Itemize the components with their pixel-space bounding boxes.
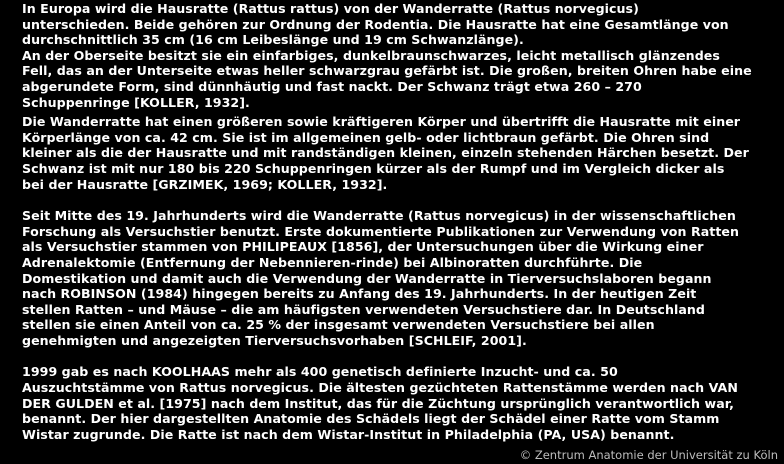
paragraph-hausratte: In Europa wird die Hausratte (Rattus rattus) von der Wanderratte (Rattus norvegicus) unterschieden. Beide gehören zur Ordnung der Rodentia. Die Hausratte hat eine Gesamtlänge von durchschnittlich 35 cm (16 cm Leibeslänge und 19 cm Schwanzlänge). An der Oberseite besitzt sie ein einfarbiges, dunkelbraunschwarzes, leicht metallisch glänzendes Fell, das an der Unterseite etwas heller schwarzgrau gefärbt ist. Die großen, breiten Ohren habe eine abgerundete Form, sind dünnhäutig und fast nackt. Der Schwanz trägt etwa 260 – 270 Schuppenringe [KOLLER, 1932].: [22, 1, 752, 110]
paragraph-spacer: [22, 348, 780, 364]
article-body: [22, 1, 780, 442]
paragraph-versuchstier: Seit Mitte des 19. Jahrhunderts wird die Wanderratte (Rattus norvegicus) in der wissenschaftlichen Forschung als Versuchstier benutzt. Erste dokumentierte Publikationen zur Verwendung von Ratten als Versuchstier stammen von PHILIPEAUX [1856], der Untersuchungen über die Wirkung einer Adrenalektomie (Entfernung der Nebennieren-rinde) bei Albinoratten durchführte. Die Domestikation und damit auch die Verwendung der Wanderratte in Tierversuchslaboren begann nach ROBINSON (1984) hingegen bereits zu Anfang des 19. Jahrhunderts. In der heutigen Zeit stellen Ratten – und Mäuse – die am häufigsten verwendeten Versuchstiere dar. In Deutschland stellen sie einen Anteil von ca. 25 % der insgesamt verwendeten Versuchstiere bei allen genehmigten und angezeigten Tierversuchsvorhaben [SCHLEIF, 2001].: [22, 208, 739, 348]
paragraph-wanderratte: Die Wanderratte hat einen größeren sowie kräftigeren Körper und übertrifft die Hausratte mit einer Körperlänge von ca. 42 cm. Sie ist im allgemeinen gelb- oder lichtbraun gefärbt. Die Ohren sind kleiner als die der Hausratte und mit randständigen kleinen, einzeln stehenden Härchen besetzt. Der Schwanz ist mit nur 180 bis 220 Schuppenringen kürzer als der Rumpf und im Vergleich dicker als bei der Hausratte [GRZIMEK, 1969; KOLLER, 1932].: [22, 114, 749, 192]
paragraph-spacer: [22, 192, 780, 208]
copyright-footer: © Zentrum Anatomie der Universität zu Köln: [519, 448, 778, 462]
paragraph-zuchtstaemme: 1999 gab es nach KOOLHAAS mehr als 400 genetisch definierte Inzucht- und ca. 50 Auszuchtstämme von Rattus norvegicus. Die ältesten gezüchteten Rattenstämme werden nach VAN DER GULDEN et al. [1975] nach dem Institut, das für die Züchtung ursprünglich verantwortlich war, benannt. Der hier dargestellten Anatomie des Schädels liegt der Schädel einer Ratte vom Stamm Wistar zugrunde. Die Ratte ist nach dem Wistar-Institut in Philadelphia (PA, USA) benannt.: [22, 364, 738, 442]
